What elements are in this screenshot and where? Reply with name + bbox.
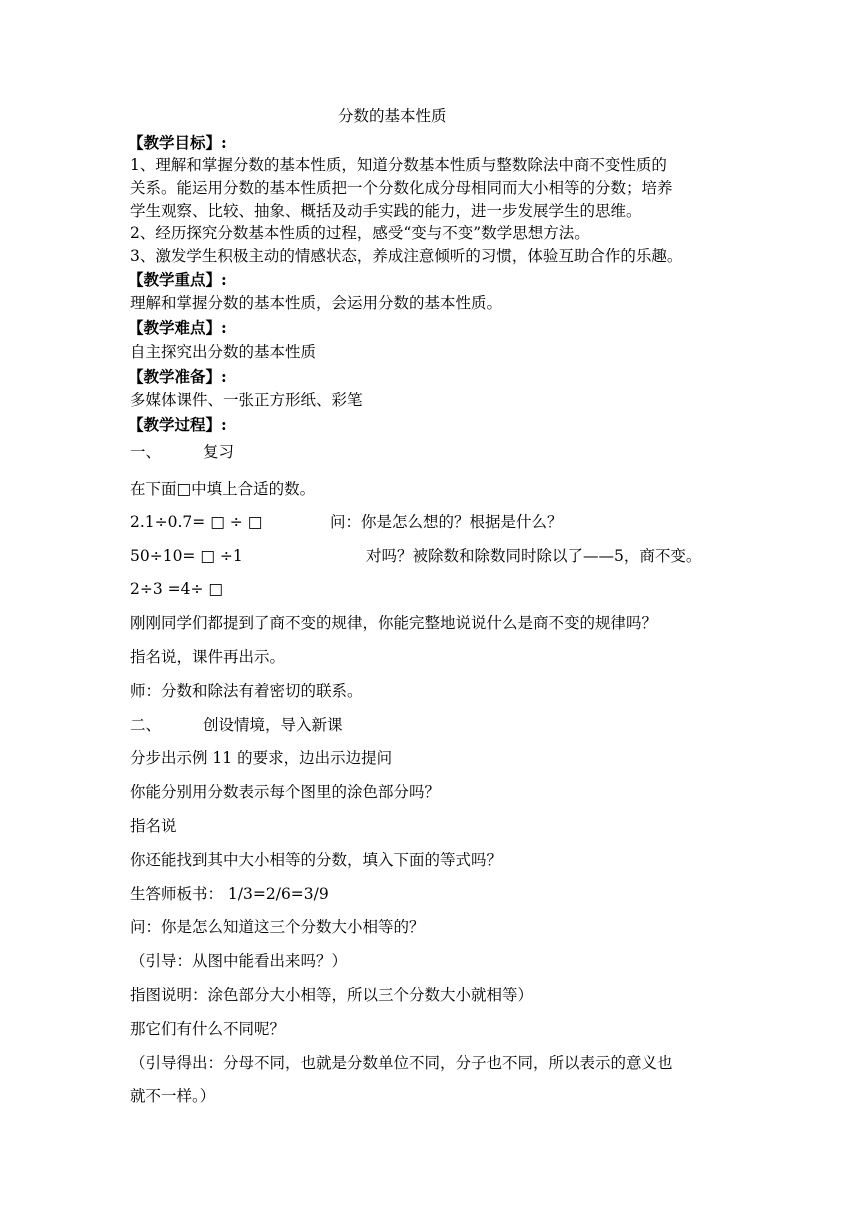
equation-2-answer: 对吗？被除数和除数同时除以了——5，商不变。 xyxy=(366,547,702,565)
key-heading: 【教学重点】: xyxy=(128,270,227,289)
goals-line: 2、经历探究分数基本性质的过程，感受“变与不变”数学思想方法。 xyxy=(130,224,590,242)
step1-heading xyxy=(130,442,234,462)
goals-heading: 【教学目标】: xyxy=(128,133,227,152)
goals-line: 1、理解和掌握分数的基本性质，知道分数基本性质与整数除法中商不变性质的 xyxy=(130,156,667,174)
goals-line: 关系。能运用分数的基本性质把一个分数化成分母相同而大小相等的分数；培养 xyxy=(130,179,673,197)
equation-1: 2.1÷0.7= □ ÷ □ xyxy=(130,513,263,531)
goals-line: 学生观察、比较、抽象、概括及动手实践的能力，进一步发展学生的思维。 xyxy=(130,202,642,220)
document-title: 分数的基本性质 xyxy=(338,107,447,125)
paragraph: 刚刚同学们都提到了商不变的规律，你能完整地说说什么是商不变的规律吗？ xyxy=(130,614,658,632)
paragraph: （引导得出：分母不同，也就是分数单位不同，分子也不同，所以表示的意义也 xyxy=(130,1054,673,1072)
paragraph: 师：分数和除法有着密切的联系。 xyxy=(130,682,363,700)
step1-title: 复习 xyxy=(203,443,235,461)
paragraph: 指图说明：涂色部分大小相等，所以三个分数大小就相等） xyxy=(130,986,534,1004)
equation-2: 50÷10= □ ÷1 xyxy=(130,547,243,565)
paragraph: 就不一样。） xyxy=(130,1087,216,1105)
paragraph: 生答师板书： 1/3=2/6=3/9 xyxy=(130,885,329,903)
difficulty-text: 自主探究出分数的基本性质 xyxy=(130,343,317,361)
prep-text: 多媒体课件、一张正方形纸、彩笔 xyxy=(130,391,363,409)
step2-title: 创设情境，导入新课 xyxy=(203,716,343,734)
equation-3: 2÷3 =4÷ □ xyxy=(130,580,224,598)
paragraph: 你能分别用分数表示每个图里的涂色部分吗？ xyxy=(130,783,441,801)
paragraph: 你还能找到其中大小相等的分数，填入下面的等式吗？ xyxy=(130,851,503,869)
paragraph: 那它们有什么不同呢？ xyxy=(130,1020,286,1038)
paragraph: 问：你是怎么知道这三个分数大小相等的？ xyxy=(130,918,425,936)
step1-number: 一、 xyxy=(130,443,162,461)
fill-intro: 在下面□中填上合适的数。 xyxy=(130,480,316,498)
paragraph: （引导：从图中能看出来吗？） xyxy=(130,952,348,970)
process-heading: 【教学过程】: xyxy=(128,415,227,434)
paragraph: 指名说，课件再出示。 xyxy=(130,648,286,666)
difficulty-heading: 【教学难点】: xyxy=(128,318,227,337)
equation-1-question: 问：你是怎么想的？根据是什么？ xyxy=(330,513,563,531)
prep-heading: 【教学准备】: xyxy=(128,367,227,386)
paragraph: 分步出示例 11 的要求，边出示边提问 xyxy=(130,749,393,767)
step2-number: 二、 xyxy=(130,716,162,734)
step2-heading xyxy=(130,715,343,735)
goals-line: 3、激发学生积极主动的情感状态，养成注意倾听的习惯，体验互助合作的乐趣。 xyxy=(130,247,683,265)
key-text: 理解和掌握分数的基本性质，会运用分数的基本性质。 xyxy=(130,294,503,312)
paragraph: 指名说 xyxy=(130,817,177,835)
